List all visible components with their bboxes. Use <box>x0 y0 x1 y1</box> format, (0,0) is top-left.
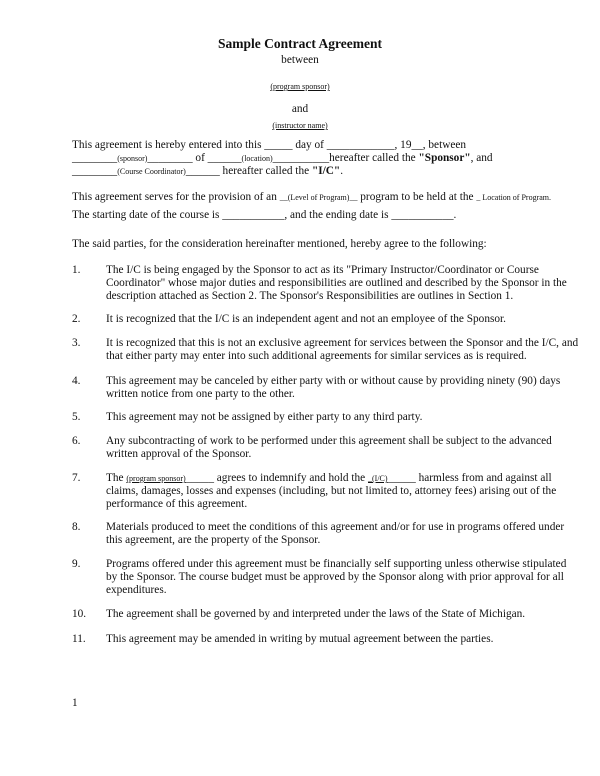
preamble: The said parties, for the consideration hereinafter mentioned, hereby agree to the following: <box>72 238 487 250</box>
document-title: Sample Contract Agreement <box>218 36 382 51</box>
location-of-program-label: _ Location of Program. <box>476 193 552 202</box>
item-number-3: 3. <box>72 337 81 349</box>
list-item-9: Programs offered under this agreement must be financially self supporting unless otherwise stipulated by the Sponsor. The course budget must be approved by the Sponsor along with prior approval for all expenditures. <box>106 558 567 597</box>
course-coordinator-label: (Course Coordinator) <box>117 167 186 176</box>
list-item-8: Materials produced to meet the conditions of this agreement and/or for use in programs offered under this agreement, are the property of the Sponsor. <box>106 521 565 547</box>
intro-line-3: ________(Course Coordinator)______ hereafter called the "I/C". <box>72 165 344 177</box>
item-number-9: 9. <box>72 558 81 570</box>
item-number-2: 2. <box>72 313 81 325</box>
list-item-2: It is recognized that the I/C is an independent agent and not an employee of the Sponsor. <box>106 313 506 325</box>
item-number-7: 7. <box>72 472 81 484</box>
list-item-3: It is recognized that this is not an exclusive agreement for services between the Sponsor and the I/C, and that either party may enter into such additional agreements for similar services as is required. <box>106 337 579 363</box>
and-text: and <box>291 103 309 115</box>
location-label: (location) <box>241 154 273 163</box>
list-item-5: This agreement may not be assigned by either party to any third party. <box>106 411 423 423</box>
item-number-4: 4. <box>72 375 81 387</box>
provision-line: This agreement serves for the provision of an __(Level of Program)__ program to be held at the _ Location of Program. <box>72 191 552 203</box>
list-item-7: The (program sponsor)_____ agrees to indemnify and hold the _(I/C)_____ harmless from and against all claims, damages, losses and expenses (including, but not limited to, attorney fees) arising out of the performance of this agreement. <box>106 472 566 512</box>
list-item-11: This agreement may be amended in writing by mutual agreement between the parties. <box>106 633 494 645</box>
list-item-1: The I/C is being engaged by the Sponsor to act as its "Primary Instructor/Coordinator or Course Coordinator" whose major duties and responsibilities are outlined and described by the Sponsor in the description attached as Section 2. The Sponsor's Responsibilities are outlines in Section 1. <box>106 264 567 303</box>
sponsor-label: (sponsor) <box>117 154 148 163</box>
item-7-first-line: The (program sponsor)_____ agrees to indemnify and hold the _(I/C)_____ harmless from and against all <box>106 472 552 484</box>
ic-term: "I/C" <box>311 165 341 177</box>
item-number-5: 5. <box>72 411 81 423</box>
list-item-6: Any subcontracting of work to be performed under this agreement shall be subject to the advanced written approval of the Sponsor. <box>106 435 552 461</box>
page-number: 1 <box>72 697 78 709</box>
instructor-name-label: (instructor name) <box>272 121 328 130</box>
item-number-11: 11. <box>72 633 86 645</box>
sponsor-term: "Sponsor" <box>418 152 471 164</box>
list-item-4: This agreement may be canceled by either party with or without cause by providing ninety (90) days written notice from one party to the other. <box>106 375 561 401</box>
item-number-6: 6. <box>72 435 81 447</box>
program-sponsor-label: (program sponsor) <box>270 82 330 91</box>
ic-inline-label: _(I/C) <box>368 474 388 483</box>
intro-line-1: This agreement is hereby entered into this _____ day of ____________, 19__, between <box>72 139 467 151</box>
item-number-1: 1. <box>72 264 81 276</box>
between-text: between <box>281 54 319 66</box>
item-number-8: 8. <box>72 521 81 533</box>
intro-line-2: ________(sponsor)________ of ______(location)__________hereafter called the "Sponsor", and <box>72 152 493 164</box>
program-sponsor-inline-label: (program sponsor) <box>126 474 186 483</box>
item-number-10: 10. <box>72 608 87 620</box>
list-item-10: The agreement shall be governed by and interpreted under the laws of the State of Michigan. <box>106 608 526 620</box>
dates-line: The starting date of the course is ___________, and the ending date is ___________. <box>72 209 457 221</box>
level-of-program-label: __(Level of Program)__ <box>279 193 358 202</box>
